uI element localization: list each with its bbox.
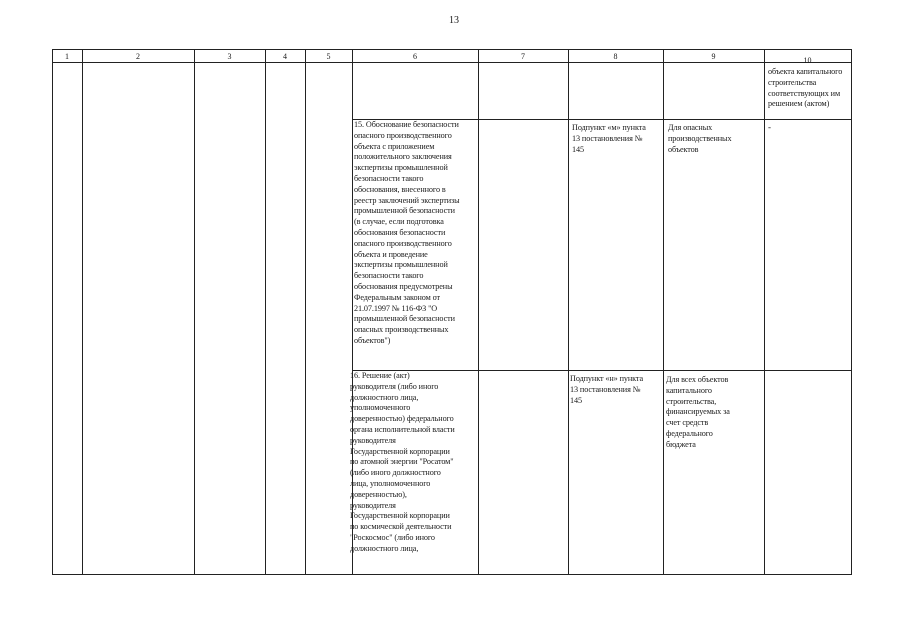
table-top-border	[52, 49, 852, 50]
row16-col8-legal-basis: Подпункт «н» пункта 13 постановления № 145	[570, 374, 644, 405]
col-border-4	[305, 49, 306, 575]
col-border-3	[265, 49, 266, 575]
header-col-1: 1	[65, 52, 69, 61]
col-border-2	[194, 49, 195, 575]
row15-col6-document: 15. Обоснование безопасности опасного производственного объекта с приложением положительного заключения экспертизы промышленной безопасности такого обоснования, внесенного в реестр заключений экспертизы промышленной безопасности (в случае, если подготовка обоснования безопасности опасного производственного объекта и проведение экспертизы промышленной безопасности такого обоснования предусмотрены Федеральным законом от 21.07.1997 № 116-ФЗ "О промышленной безопасности опасных производственных объектов")	[354, 120, 460, 345]
col-border-10	[851, 49, 852, 575]
col-border-8	[663, 49, 664, 575]
header-col-9: 9	[711, 52, 716, 61]
header-col-2: 2	[136, 52, 140, 61]
row16-col6-document: 16. Решение (акт) руководителя (либо иного должностного лица, уполномоченного доверенностью) федерального органа исполнительной власти руководителя Государственной корпорации по атомной энергии "Росатом" (либо иного должностного лица, уполномоченного доверенностью), руководителя Государственной корпорации по космической деятельности "Роскосмос" (либо иного должностного лица,	[350, 371, 455, 553]
col-border-9	[764, 49, 765, 575]
header-col-10: 10	[803, 56, 812, 65]
header-col-7: 7	[521, 52, 525, 61]
col-border-1	[82, 49, 83, 575]
header-col-8: 8	[613, 52, 618, 61]
page-number: 13	[449, 15, 459, 26]
row15-col10-dash: -	[768, 122, 771, 132]
header-bottom-border	[52, 62, 852, 63]
row15-col8-legal-basis: Подпункт «м» пункта 13 постановления № 145	[572, 123, 646, 154]
table-bottom-border	[52, 574, 852, 575]
row-continued-col10: объекта капитального строительства соответствующих им решением (актом)	[768, 67, 843, 109]
header-col-5: 5	[326, 52, 331, 61]
row15-col9-applicability: Для опасных производственных объектов	[668, 123, 732, 154]
col-border-0	[52, 49, 53, 575]
col-border-6	[478, 49, 479, 575]
header-col-4: 4	[283, 52, 287, 61]
header-col-3: 3	[227, 52, 232, 61]
header-col-6: 6	[413, 52, 417, 61]
row16-col9-applicability: Для всех объектов капитального строительства, финансируемых за счет средств федерального бюджета	[666, 375, 730, 449]
col-border-7	[568, 49, 569, 575]
